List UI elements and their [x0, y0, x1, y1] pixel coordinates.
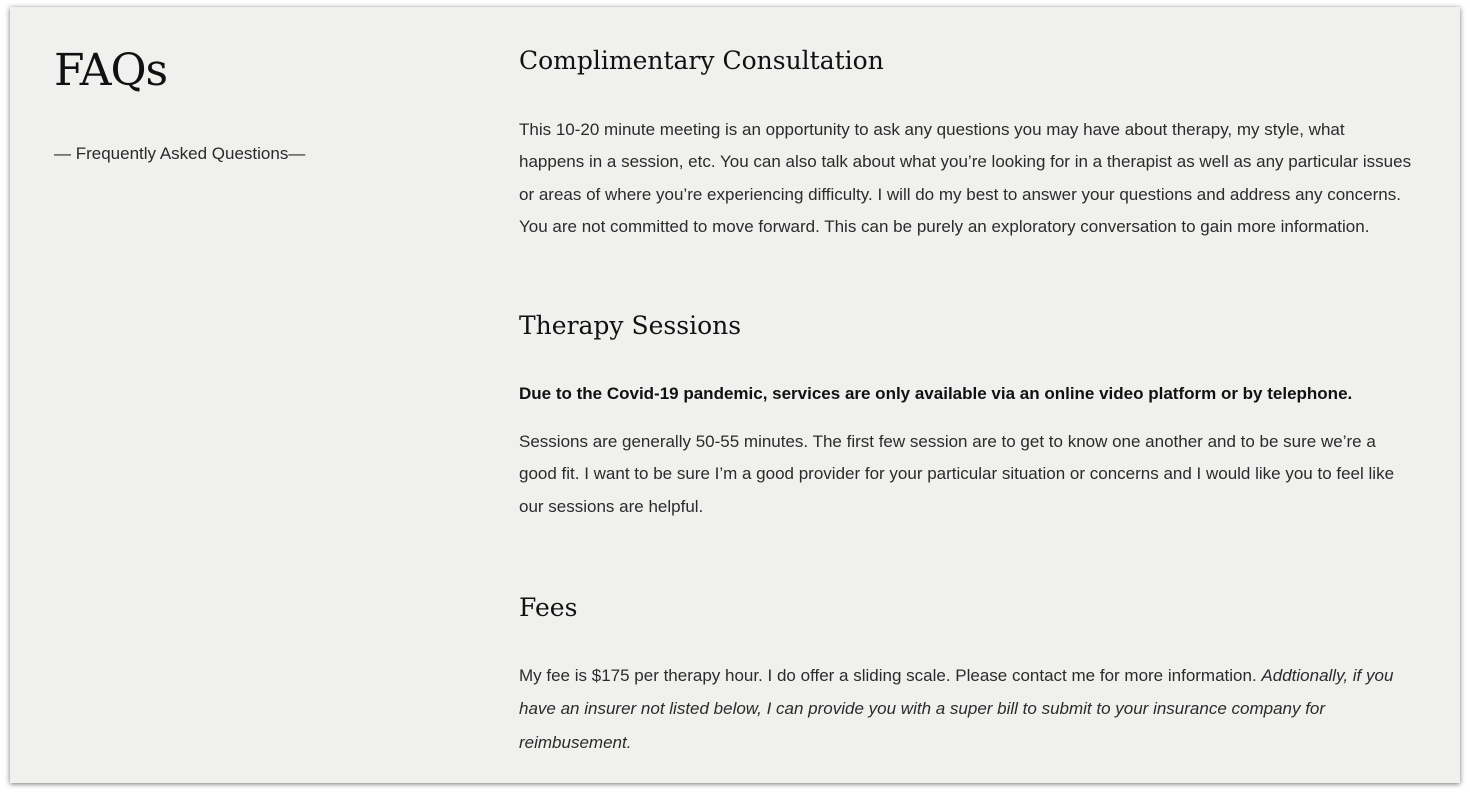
covid-notice: Due to the Covid-19 pandemic, services are only available via an online video platform or by telephone.: [519, 384, 1353, 403]
consultation-body: This 10-20 minute meeting is an opportunity to ask any questions you may have about therapy, my style, what happens in a session, etc. You can also talk about what you’re looking for in a therapist as well as any particular issues or areas of where you’re experiencing difficulty. I will do my best to answer your questions and address any concerns. You are not committed to move forward. This can be purely an exploratory conversation to gain more information.: [519, 120, 1412, 236]
fees-insurance-note: Addtionally, if you have an insurer not listed below, I can provide you with a super bill to submit to your insurance company for reimbusement.: [519, 666, 1394, 752]
therapy-sessions-body: Sessions are generally 50-55 minutes. The first few session are to get to know one another and to be sure we’re a good fit. I want to be sure I’m a good provider for your particular situation or concerns and I would like you to feel like our sessions are helpful.: [519, 432, 1395, 516]
fees-heading: Fees: [519, 593, 578, 622]
fees-body-text: My fee is $175 per therapy hour. I do offer a sliding scale. Please contact me for more information.: [519, 666, 1257, 685]
fees-body: [519, 659, 1414, 759]
page-title: FAQs: [54, 45, 168, 96]
page-content-frame: [10, 7, 1460, 783]
consultation-heading: Complimentary Consultation: [519, 46, 884, 75]
therapy-sessions-heading: Therapy Sessions: [519, 311, 742, 340]
page-subtitle: — Frequently Asked Questions—: [54, 144, 306, 163]
